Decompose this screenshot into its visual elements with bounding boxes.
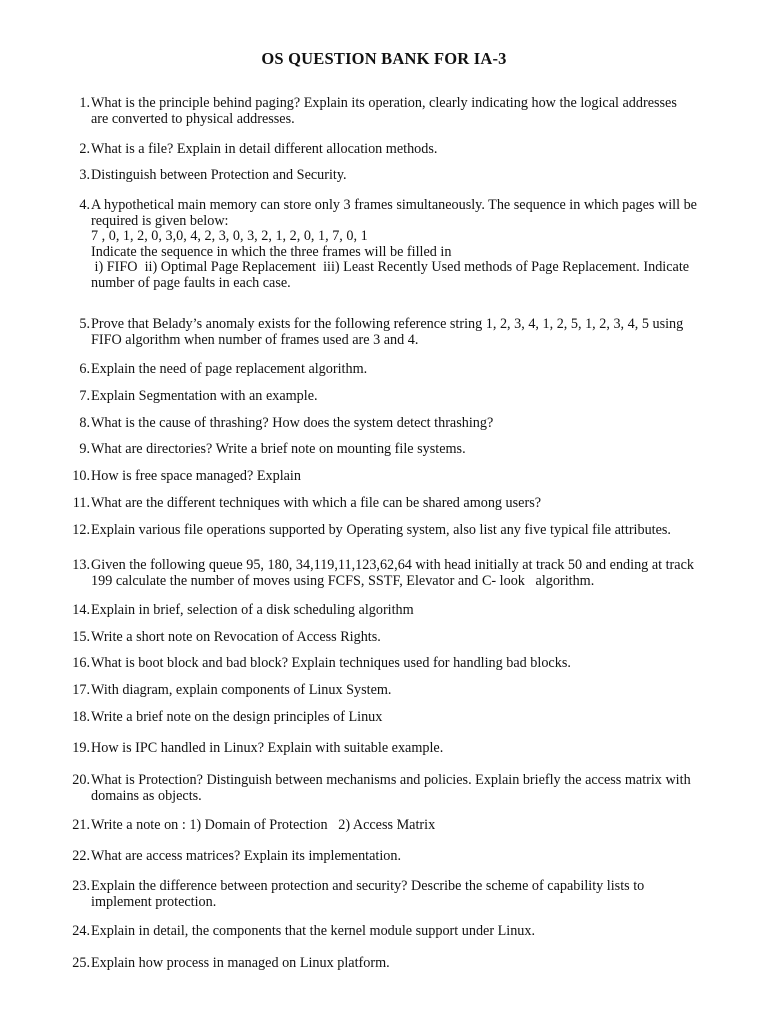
- question-text: Explain in brief, selection of a disk scheduling algorithm: [91, 602, 414, 618]
- question-item: [64, 317, 744, 348]
- question-item: [64, 849, 744, 865]
- question-text: Explain Segmentation with an example.: [91, 388, 318, 404]
- question-number: 7.: [79, 388, 90, 404]
- question-text: Explain in detail, the components that the kernel module support under Linux.: [91, 923, 536, 939]
- question-text: Write a short note on Revocation of Access Rights.: [91, 629, 381, 645]
- question-text: Distinguish between Protection and Security.: [91, 167, 347, 183]
- question-number: 13.: [72, 557, 90, 573]
- question-number: 10.: [72, 468, 90, 484]
- question-number: 22.: [72, 848, 90, 864]
- question-item: [64, 683, 744, 699]
- question-item: [64, 924, 744, 940]
- question-number: 25.: [72, 955, 90, 971]
- question-text: Given the following queue 95, 180, 34,119,11,123,62,64 with head initially at track 50 and ending at track 199 calculate the number of moves using FCFS, SSTF, Elevator and C- look algorithm.: [91, 557, 694, 589]
- question-number: 11.: [72, 495, 90, 511]
- question-item: [64, 496, 744, 512]
- question-item: [64, 710, 744, 726]
- question-text: What is a file? Explain in detail different allocation methods.: [91, 141, 438, 157]
- question-number: 20.: [72, 772, 90, 788]
- question-text: Write a note on : 1) Domain of Protection 2) Access Matrix: [91, 817, 436, 833]
- question-item: [64, 818, 744, 834]
- question-number: 23.: [72, 878, 90, 894]
- question-item: [64, 142, 744, 158]
- question-text: What are directories? Write a brief note on mounting file systems.: [91, 441, 466, 457]
- question-item: [64, 630, 744, 646]
- question-text: Explain various file operations supported by Operating system, also list any five typical file attributes.: [91, 522, 671, 538]
- question-item: [64, 96, 744, 127]
- question-number: 3.: [79, 167, 90, 183]
- question-item: [64, 416, 744, 432]
- question-text: What is Protection? Distinguish between mechanisms and policies. Explain briefly the access matrix with domains as objects.: [91, 772, 691, 804]
- question-number: 5.: [79, 316, 90, 332]
- question-text: What is the cause of thrashing? How does the system detect thrashing?: [91, 415, 494, 431]
- question-number: 1.: [79, 95, 90, 111]
- question-item: [64, 442, 744, 458]
- question-item: [64, 198, 744, 291]
- question-text: Explain the need of page replacement algorithm.: [91, 361, 368, 377]
- page-title: OS QUESTION BANK FOR IA-3: [261, 49, 507, 68]
- question-text: What is the principle behind paging? Explain its operation, clearly indicating how the logical addresses are converted to physical addresses.: [91, 95, 677, 127]
- question-text: With diagram, explain components of Linux System.: [91, 682, 392, 698]
- question-item: [64, 773, 744, 804]
- question-number: 9.: [79, 441, 90, 457]
- question-text: Explain how process in managed on Linux platform.: [91, 955, 390, 971]
- question-text: What are access matrices? Explain its implementation.: [91, 848, 402, 864]
- question-text: Prove that Belady’s anomaly exists for the following reference string 1, 2, 3, 4, 1, 2, 5, 1, 2, 3, 4, 5 using FIFO algorithm when number of frames used are 3 and 4.: [91, 316, 684, 348]
- question-item: [64, 603, 744, 619]
- question-number: 2.: [79, 141, 90, 157]
- question-number: 21.: [72, 817, 90, 833]
- question-item: [64, 741, 744, 757]
- question-number: 6.: [79, 361, 90, 377]
- question-item: [64, 523, 744, 539]
- question-item: [64, 656, 744, 672]
- question-item: [64, 362, 744, 378]
- question-number: 16.: [72, 655, 90, 671]
- question-text: Write a brief note on the design principles of Linux: [91, 709, 383, 725]
- question-item: [64, 168, 744, 184]
- question-text: How is IPC handled in Linux? Explain with suitable example.: [91, 740, 444, 756]
- question-number: 8.: [79, 415, 90, 431]
- question-text: What is boot block and bad block? Explain techniques used for handling bad blocks.: [91, 655, 571, 671]
- question-number: 12.: [72, 522, 90, 538]
- question-text: Explain the difference between protection and security? Describe the scheme of capability lists to implement protection.: [91, 878, 645, 910]
- question-number: 4.: [79, 197, 90, 213]
- question-item: [64, 469, 744, 485]
- question-text: What are the different techniques with which a file can be shared among users?: [91, 495, 542, 511]
- question-text: A hypothetical main memory can store only 3 frames simultaneously. The sequence in which pages will be required is given below: 7 , 0, 1, 2, 0, 3,0, 4, 2, 3, 0, 3, 2, 1, 2, 0, 1, 7, 0, 1 Indicate the sequence in which the three frames will be filled in i) FIFO ii) Optimal Page Replacement iii) Least Recently Used methods of Page Replacement. Indicate number of page faults in each case.: [91, 197, 697, 291]
- question-number: 17.: [72, 682, 90, 698]
- question-item: [64, 389, 744, 405]
- question-number: 24.: [72, 923, 90, 939]
- question-item: [64, 879, 744, 910]
- question-number: 19.: [72, 740, 90, 756]
- question-item: [64, 558, 744, 589]
- question-text: How is free space managed? Explain: [91, 468, 301, 484]
- question-number: 18.: [72, 709, 90, 725]
- question-item: [64, 956, 744, 972]
- question-number: 15.: [72, 629, 90, 645]
- question-number: 14.: [72, 602, 90, 618]
